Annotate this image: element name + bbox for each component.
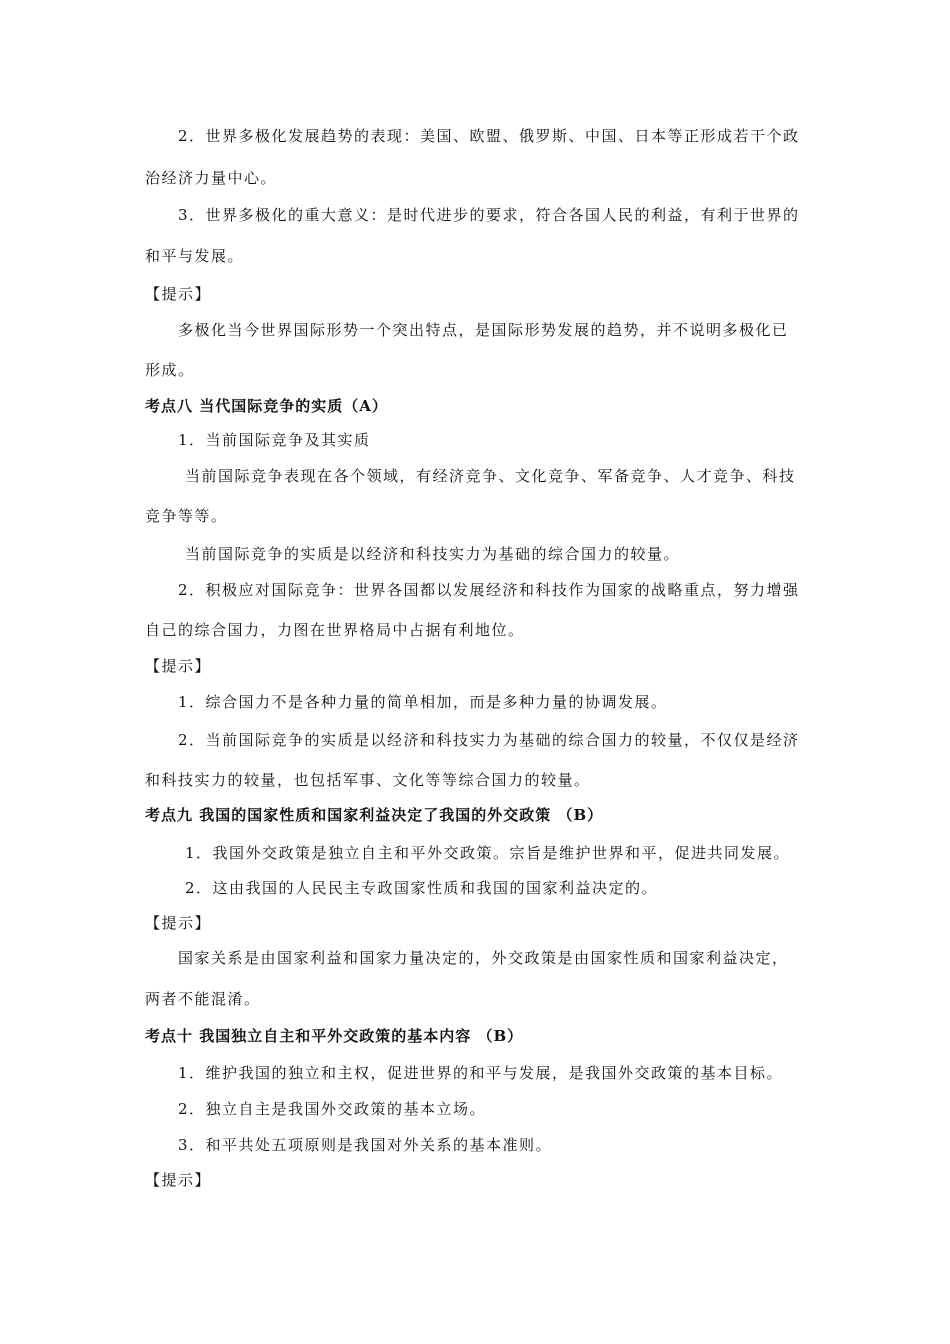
paragraph-line: 3．世界多极化的重大意义：是时代进步的要求，符合各国人民的利益，有利于世界的 — [178, 206, 800, 224]
paragraph-line: 和科技实力的较量，也包括军事、文化等等综合国力的较量。 — [145, 771, 591, 789]
paragraph-line: 1．维护我国的独立和主权，促进世界的和平与发展，是我国外交政策的基本目标。 — [178, 1064, 784, 1082]
hint-label: 【提示】 — [145, 657, 212, 675]
hint-label: 【提示】 — [145, 285, 212, 303]
paragraph-line: 国家关系是由国家利益和国家力量决定的，外交政策是由国家性质和国家利益决定， — [178, 949, 789, 967]
section-heading: 考点十 我国独立自主和平外交政策的基本内容 （B） — [145, 1027, 524, 1045]
section-heading: 考点九 我国的国家性质和国家利益决定了我国的外交政策 （B） — [145, 806, 604, 824]
paragraph-line: 2．世界多极化发展趋势的表现：美国、欧盟、俄罗斯、中国、日本等正形成若干个政 — [178, 127, 800, 145]
hint-label: 【提示】 — [145, 914, 212, 932]
paragraph-line: 自己的综合国力，力图在世界格局中占据有利地位。 — [145, 621, 525, 639]
paragraph-line: 当前国际竞争表现在各个领域，有经济竞争、文化竞争、军备竞争、人才竞争、科技 — [185, 467, 796, 485]
paragraph-line: 竞争等等。 — [145, 507, 228, 525]
paragraph-line: 治经济力量中心。 — [145, 169, 278, 187]
paragraph-line: 2．当前国际竞争的实质是以经济和科技实力为基础的综合国力的较量，不仅仅是经济 — [178, 731, 800, 749]
section-heading: 考点八 当代国际竞争的实质（A） — [145, 397, 388, 415]
hint-label: 【提示】 — [145, 1171, 212, 1189]
paragraph-line: 1．综合国力不是各种力量的简单相加，而是多种力量的协调发展。 — [178, 693, 668, 711]
paragraph-line: 2．这由我国的人民民主专政国家性质和我国的国家利益决定的。 — [185, 879, 659, 897]
paragraph-line: 1．我国外交政策是独立自主和平外交政策。宗旨是维护世界和平，促进共同发展。 — [185, 844, 791, 862]
paragraph-line: 多极化当今世界国际形势一个突出特点，是国际形势发展的趋势，并不说明多极化已 — [178, 321, 789, 339]
paragraph-line: 两者不能混淆。 — [145, 990, 261, 1008]
paragraph-line: 1．当前国际竞争及其实质 — [178, 431, 371, 449]
paragraph-line: 当前国际竞争的实质是以经济和科技实力为基础的综合国力的较量。 — [185, 545, 681, 563]
paragraph-line: 2．积极应对国际竞争：世界各国都以发展经济和科技作为国家的战略重点，努力增强 — [178, 581, 800, 599]
paragraph-line: 形成。 — [145, 361, 195, 379]
paragraph-line: 3．和平共处五项原则是我国对外关系的基本准则。 — [178, 1136, 553, 1154]
paragraph-line: 2．独立自主是我国外交政策的基本立场。 — [178, 1100, 487, 1118]
paragraph-line: 和平与发展。 — [145, 247, 245, 265]
